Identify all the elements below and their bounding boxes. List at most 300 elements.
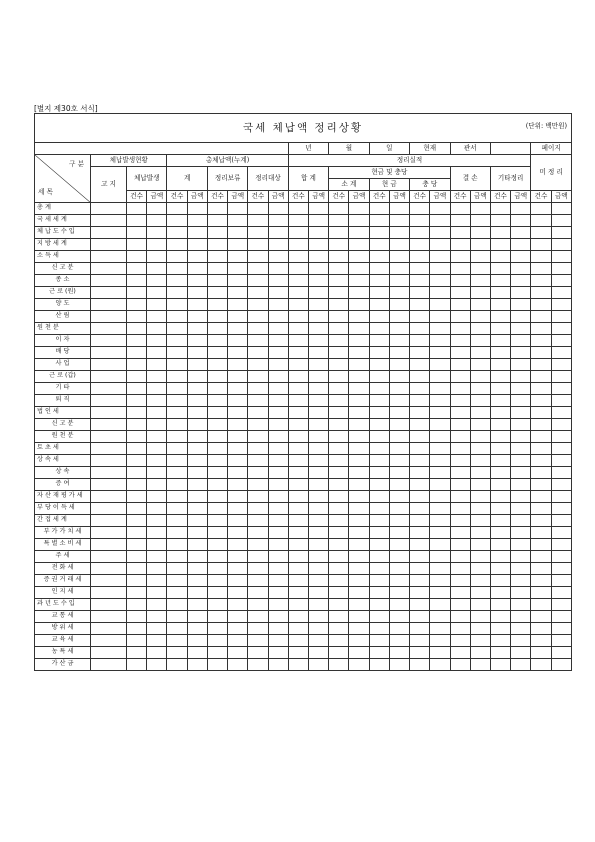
data-cell[interactable]: [349, 239, 369, 251]
data-cell[interactable]: [248, 311, 268, 323]
data-cell[interactable]: [430, 563, 450, 575]
data-cell[interactable]: [329, 647, 349, 659]
data-cell[interactable]: [308, 455, 328, 467]
data-cell[interactable]: [207, 395, 227, 407]
data-cell[interactable]: [268, 431, 288, 443]
data-cell[interactable]: [470, 551, 490, 563]
data-cell[interactable]: [511, 659, 531, 671]
data-cell[interactable]: [268, 659, 288, 671]
data-cell[interactable]: [410, 383, 430, 395]
data-cell[interactable]: [349, 335, 369, 347]
data-cell[interactable]: [228, 479, 248, 491]
data-cell[interactable]: [167, 335, 187, 347]
data-cell[interactable]: [511, 395, 531, 407]
data-cell[interactable]: [248, 503, 268, 515]
data-cell[interactable]: [127, 251, 147, 263]
data-cell[interactable]: [147, 395, 167, 407]
data-cell[interactable]: [551, 575, 571, 587]
data-cell[interactable]: [288, 407, 308, 419]
data-cell[interactable]: [288, 347, 308, 359]
data-cell[interactable]: [470, 203, 490, 215]
data-cell[interactable]: [490, 287, 510, 299]
data-cell[interactable]: [450, 539, 470, 551]
data-cell[interactable]: [187, 503, 207, 515]
data-cell[interactable]: [511, 335, 531, 347]
data-cell[interactable]: [450, 239, 470, 251]
data-cell[interactable]: [551, 431, 571, 443]
data-cell[interactable]: [410, 263, 430, 275]
data-cell[interactable]: [308, 467, 328, 479]
data-cell[interactable]: [511, 323, 531, 335]
data-cell[interactable]: [91, 599, 127, 611]
data-cell[interactable]: [349, 527, 369, 539]
data-cell[interactable]: [450, 383, 470, 395]
data-cell[interactable]: [410, 635, 430, 647]
data-cell[interactable]: [490, 383, 510, 395]
data-cell[interactable]: [147, 359, 167, 371]
data-cell[interactable]: [207, 503, 227, 515]
data-cell[interactable]: [369, 311, 389, 323]
data-cell[interactable]: [308, 575, 328, 587]
data-cell[interactable]: [551, 347, 571, 359]
data-cell[interactable]: [349, 359, 369, 371]
data-cell[interactable]: [91, 275, 127, 287]
data-cell[interactable]: [147, 371, 167, 383]
data-cell[interactable]: [228, 611, 248, 623]
data-cell[interactable]: [551, 455, 571, 467]
data-cell[interactable]: [167, 383, 187, 395]
data-cell[interactable]: [470, 299, 490, 311]
data-cell[interactable]: [91, 647, 127, 659]
data-cell[interactable]: [410, 611, 430, 623]
data-cell[interactable]: [91, 359, 127, 371]
data-cell[interactable]: [207, 611, 227, 623]
data-cell[interactable]: [551, 623, 571, 635]
data-cell[interactable]: [490, 395, 510, 407]
data-cell[interactable]: [228, 659, 248, 671]
data-cell[interactable]: [127, 431, 147, 443]
data-cell[interactable]: [349, 407, 369, 419]
data-cell[interactable]: [349, 395, 369, 407]
data-cell[interactable]: [490, 647, 510, 659]
data-cell[interactable]: [329, 407, 349, 419]
data-cell[interactable]: [410, 203, 430, 215]
data-cell[interactable]: [470, 311, 490, 323]
data-cell[interactable]: [511, 287, 531, 299]
data-cell[interactable]: [329, 311, 349, 323]
data-cell[interactable]: [511, 551, 531, 563]
data-cell[interactable]: [207, 491, 227, 503]
data-cell[interactable]: [288, 563, 308, 575]
data-cell[interactable]: [450, 479, 470, 491]
data-cell[interactable]: [127, 311, 147, 323]
data-cell[interactable]: [147, 251, 167, 263]
data-cell[interactable]: [430, 587, 450, 599]
data-cell[interactable]: [248, 251, 268, 263]
data-cell[interactable]: [207, 215, 227, 227]
data-cell[interactable]: [511, 587, 531, 599]
data-cell[interactable]: [248, 371, 268, 383]
data-cell[interactable]: [450, 587, 470, 599]
data-cell[interactable]: [531, 215, 551, 227]
data-cell[interactable]: [329, 611, 349, 623]
data-cell[interactable]: [470, 335, 490, 347]
data-cell[interactable]: [511, 419, 531, 431]
data-cell[interactable]: [511, 263, 531, 275]
data-cell[interactable]: [228, 311, 248, 323]
data-cell[interactable]: [127, 635, 147, 647]
data-cell[interactable]: [369, 275, 389, 287]
data-cell[interactable]: [531, 479, 551, 491]
data-cell[interactable]: [349, 479, 369, 491]
data-cell[interactable]: [369, 359, 389, 371]
data-cell[interactable]: [470, 443, 490, 455]
data-cell[interactable]: [349, 203, 369, 215]
data-cell[interactable]: [470, 599, 490, 611]
data-cell[interactable]: [248, 455, 268, 467]
data-cell[interactable]: [91, 323, 127, 335]
data-cell[interactable]: [248, 587, 268, 599]
data-cell[interactable]: [288, 455, 308, 467]
data-cell[interactable]: [127, 455, 147, 467]
data-cell[interactable]: [470, 395, 490, 407]
data-cell[interactable]: [329, 491, 349, 503]
data-cell[interactable]: [147, 299, 167, 311]
data-cell[interactable]: [349, 491, 369, 503]
data-cell[interactable]: [207, 335, 227, 347]
data-cell[interactable]: [349, 227, 369, 239]
data-cell[interactable]: [288, 251, 308, 263]
data-cell[interactable]: [490, 299, 510, 311]
data-cell[interactable]: [329, 623, 349, 635]
data-cell[interactable]: [531, 503, 551, 515]
data-cell[interactable]: [389, 599, 409, 611]
data-cell[interactable]: [228, 215, 248, 227]
data-cell[interactable]: [490, 659, 510, 671]
data-cell[interactable]: [207, 575, 227, 587]
data-cell[interactable]: [91, 383, 127, 395]
data-cell[interactable]: [410, 527, 430, 539]
data-cell[interactable]: [450, 407, 470, 419]
data-cell[interactable]: [470, 587, 490, 599]
data-cell[interactable]: [511, 455, 531, 467]
data-cell[interactable]: [329, 575, 349, 587]
data-cell[interactable]: [329, 287, 349, 299]
data-cell[interactable]: [207, 467, 227, 479]
data-cell[interactable]: [147, 383, 167, 395]
data-cell[interactable]: [531, 443, 551, 455]
data-cell[interactable]: [531, 407, 551, 419]
data-cell[interactable]: [531, 623, 551, 635]
data-cell[interactable]: [248, 287, 268, 299]
data-cell[interactable]: [430, 455, 450, 467]
data-cell[interactable]: [531, 275, 551, 287]
data-cell[interactable]: [207, 263, 227, 275]
data-cell[interactable]: [207, 563, 227, 575]
data-cell[interactable]: [410, 431, 430, 443]
data-cell[interactable]: [450, 419, 470, 431]
data-cell[interactable]: [531, 539, 551, 551]
data-cell[interactable]: [167, 407, 187, 419]
data-cell[interactable]: [450, 563, 470, 575]
data-cell[interactable]: [248, 575, 268, 587]
data-cell[interactable]: [248, 467, 268, 479]
data-cell[interactable]: [511, 239, 531, 251]
data-cell[interactable]: [308, 599, 328, 611]
data-cell[interactable]: [329, 539, 349, 551]
data-cell[interactable]: [167, 659, 187, 671]
data-cell[interactable]: [329, 503, 349, 515]
data-cell[interactable]: [187, 455, 207, 467]
data-cell[interactable]: [228, 287, 248, 299]
data-cell[interactable]: [268, 479, 288, 491]
data-cell[interactable]: [228, 467, 248, 479]
data-cell[interactable]: [91, 623, 127, 635]
data-cell[interactable]: [187, 407, 207, 419]
data-cell[interactable]: [288, 527, 308, 539]
data-cell[interactable]: [288, 239, 308, 251]
data-cell[interactable]: [228, 599, 248, 611]
data-cell[interactable]: [490, 203, 510, 215]
data-cell[interactable]: [167, 515, 187, 527]
data-cell[interactable]: [228, 539, 248, 551]
data-cell[interactable]: [288, 383, 308, 395]
data-cell[interactable]: [91, 431, 127, 443]
data-cell[interactable]: [147, 203, 167, 215]
data-cell[interactable]: [308, 347, 328, 359]
data-cell[interactable]: [288, 479, 308, 491]
data-cell[interactable]: [389, 359, 409, 371]
data-cell[interactable]: [207, 371, 227, 383]
data-cell[interactable]: [369, 227, 389, 239]
data-cell[interactable]: [147, 287, 167, 299]
data-cell[interactable]: [127, 503, 147, 515]
data-cell[interactable]: [288, 443, 308, 455]
data-cell[interactable]: [308, 287, 328, 299]
data-cell[interactable]: [531, 611, 551, 623]
data-cell[interactable]: [127, 407, 147, 419]
data-cell[interactable]: [207, 203, 227, 215]
data-cell[interactable]: [430, 311, 450, 323]
data-cell[interactable]: [511, 467, 531, 479]
data-cell[interactable]: [511, 515, 531, 527]
data-cell[interactable]: [288, 263, 308, 275]
data-cell[interactable]: [308, 611, 328, 623]
data-cell[interactable]: [551, 467, 571, 479]
data-cell[interactable]: [187, 575, 207, 587]
data-cell[interactable]: [389, 311, 409, 323]
data-cell[interactable]: [450, 443, 470, 455]
data-cell[interactable]: [308, 563, 328, 575]
data-cell[interactable]: [450, 635, 470, 647]
data-cell[interactable]: [349, 287, 369, 299]
data-cell[interactable]: [187, 299, 207, 311]
data-cell[interactable]: [450, 455, 470, 467]
data-cell[interactable]: [288, 515, 308, 527]
data-cell[interactable]: [228, 443, 248, 455]
data-cell[interactable]: [490, 407, 510, 419]
data-cell[interactable]: [127, 443, 147, 455]
data-cell[interactable]: [369, 623, 389, 635]
data-cell[interactable]: [430, 275, 450, 287]
data-cell[interactable]: [450, 275, 470, 287]
data-cell[interactable]: [349, 647, 369, 659]
data-cell[interactable]: [410, 659, 430, 671]
data-cell[interactable]: [127, 623, 147, 635]
data-cell[interactable]: [369, 491, 389, 503]
data-cell[interactable]: [228, 407, 248, 419]
data-cell[interactable]: [329, 455, 349, 467]
data-cell[interactable]: [248, 647, 268, 659]
data-cell[interactable]: [329, 515, 349, 527]
data-cell[interactable]: [147, 527, 167, 539]
data-cell[interactable]: [288, 503, 308, 515]
data-cell[interactable]: [511, 503, 531, 515]
data-cell[interactable]: [228, 371, 248, 383]
data-cell[interactable]: [268, 227, 288, 239]
data-cell[interactable]: [268, 287, 288, 299]
data-cell[interactable]: [329, 527, 349, 539]
data-cell[interactable]: [531, 251, 551, 263]
data-cell[interactable]: [308, 491, 328, 503]
data-cell[interactable]: [369, 407, 389, 419]
data-cell[interactable]: [430, 635, 450, 647]
data-cell[interactable]: [389, 263, 409, 275]
data-cell[interactable]: [490, 419, 510, 431]
data-cell[interactable]: [349, 515, 369, 527]
data-cell[interactable]: [127, 275, 147, 287]
data-cell[interactable]: [187, 359, 207, 371]
data-cell[interactable]: [91, 515, 127, 527]
data-cell[interactable]: [389, 647, 409, 659]
data-cell[interactable]: [511, 623, 531, 635]
data-cell[interactable]: [91, 287, 127, 299]
data-cell[interactable]: [308, 263, 328, 275]
data-cell[interactable]: [268, 443, 288, 455]
data-cell[interactable]: [369, 371, 389, 383]
data-cell[interactable]: [490, 623, 510, 635]
data-cell[interactable]: [470, 563, 490, 575]
data-cell[interactable]: [147, 215, 167, 227]
data-cell[interactable]: [248, 383, 268, 395]
data-cell[interactable]: [248, 527, 268, 539]
data-cell[interactable]: [127, 419, 147, 431]
data-cell[interactable]: [268, 599, 288, 611]
data-cell[interactable]: [308, 239, 328, 251]
data-cell[interactable]: [127, 659, 147, 671]
data-cell[interactable]: [430, 491, 450, 503]
data-cell[interactable]: [207, 419, 227, 431]
data-cell[interactable]: [369, 647, 389, 659]
data-cell[interactable]: [490, 467, 510, 479]
data-cell[interactable]: [329, 587, 349, 599]
data-cell[interactable]: [389, 395, 409, 407]
data-cell[interactable]: [551, 527, 571, 539]
data-cell[interactable]: [207, 431, 227, 443]
data-cell[interactable]: [91, 227, 127, 239]
data-cell[interactable]: [268, 515, 288, 527]
data-cell[interactable]: [268, 299, 288, 311]
data-cell[interactable]: [228, 323, 248, 335]
data-cell[interactable]: [207, 407, 227, 419]
data-cell[interactable]: [410, 539, 430, 551]
data-cell[interactable]: [511, 443, 531, 455]
data-cell[interactable]: [389, 503, 409, 515]
data-cell[interactable]: [410, 419, 430, 431]
data-cell[interactable]: [329, 383, 349, 395]
data-cell[interactable]: [187, 467, 207, 479]
data-cell[interactable]: [490, 347, 510, 359]
data-cell[interactable]: [450, 215, 470, 227]
data-cell[interactable]: [147, 479, 167, 491]
data-cell[interactable]: [450, 659, 470, 671]
data-cell[interactable]: [450, 359, 470, 371]
data-cell[interactable]: [147, 515, 167, 527]
data-cell[interactable]: [288, 203, 308, 215]
data-cell[interactable]: [207, 623, 227, 635]
data-cell[interactable]: [167, 287, 187, 299]
data-cell[interactable]: [268, 587, 288, 599]
data-cell[interactable]: [531, 515, 551, 527]
data-cell[interactable]: [450, 203, 470, 215]
data-cell[interactable]: [187, 275, 207, 287]
data-cell[interactable]: [308, 395, 328, 407]
data-cell[interactable]: [389, 551, 409, 563]
data-cell[interactable]: [410, 647, 430, 659]
data-cell[interactable]: [410, 347, 430, 359]
data-cell[interactable]: [389, 419, 409, 431]
data-cell[interactable]: [187, 371, 207, 383]
data-cell[interactable]: [268, 395, 288, 407]
data-cell[interactable]: [551, 503, 571, 515]
data-cell[interactable]: [410, 491, 430, 503]
data-cell[interactable]: [430, 539, 450, 551]
data-cell[interactable]: [490, 371, 510, 383]
data-cell[interactable]: [430, 515, 450, 527]
data-cell[interactable]: [127, 299, 147, 311]
data-cell[interactable]: [450, 503, 470, 515]
data-cell[interactable]: [167, 311, 187, 323]
data-cell[interactable]: [288, 215, 308, 227]
data-cell[interactable]: [127, 479, 147, 491]
data-cell[interactable]: [450, 287, 470, 299]
data-cell[interactable]: [268, 311, 288, 323]
data-cell[interactable]: [349, 323, 369, 335]
data-cell[interactable]: [389, 575, 409, 587]
data-cell[interactable]: [450, 491, 470, 503]
data-cell[interactable]: [288, 311, 308, 323]
data-cell[interactable]: [410, 215, 430, 227]
data-cell[interactable]: [450, 371, 470, 383]
data-cell[interactable]: [288, 323, 308, 335]
data-cell[interactable]: [248, 515, 268, 527]
data-cell[interactable]: [490, 323, 510, 335]
data-cell[interactable]: [389, 299, 409, 311]
data-cell[interactable]: [490, 455, 510, 467]
data-cell[interactable]: [207, 599, 227, 611]
data-cell[interactable]: [167, 623, 187, 635]
data-cell[interactable]: [248, 203, 268, 215]
data-cell[interactable]: [349, 611, 369, 623]
data-cell[interactable]: [329, 203, 349, 215]
data-cell[interactable]: [288, 635, 308, 647]
data-cell[interactable]: [167, 647, 187, 659]
data-cell[interactable]: [248, 239, 268, 251]
data-cell[interactable]: [127, 215, 147, 227]
data-cell[interactable]: [268, 527, 288, 539]
data-cell[interactable]: [207, 251, 227, 263]
data-cell[interactable]: [531, 263, 551, 275]
